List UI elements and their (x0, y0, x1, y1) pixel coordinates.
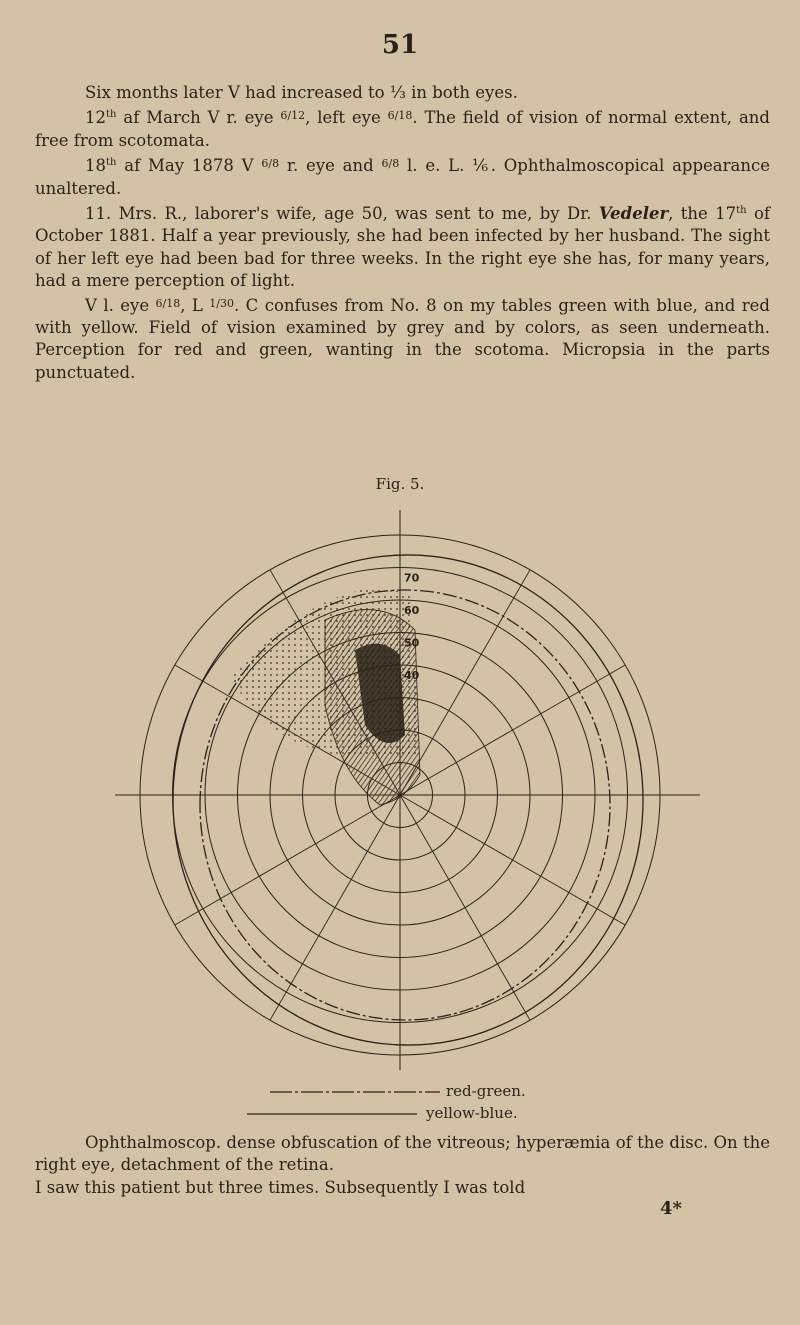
paragraph (35, 152, 770, 200)
text-run: r. eye and (279, 156, 382, 176)
text-run: af May 1878 V (116, 156, 262, 176)
text-run: 12 (85, 108, 106, 128)
body-text-continued (35, 1132, 770, 1199)
ring-label: 50 (404, 636, 420, 650)
fraction: 6/8 (381, 157, 400, 171)
figure-legend (250, 1080, 650, 1124)
fraction: 6/8 (261, 157, 280, 171)
text-run: V l. eye (85, 295, 156, 315)
text-line: Ophthalmoscop. dense obfuscation of the vitreous; hyperæmia of the disc. On the right eye, detachment of the retina. (35, 1133, 770, 1175)
paragraph (35, 200, 770, 293)
field-meridian (400, 665, 625, 795)
paragraph (35, 82, 770, 104)
fraction: 6/18 (387, 109, 413, 123)
legend-item-red-green (250, 1080, 650, 1102)
text-run: , L (180, 295, 210, 315)
page-number: 51 (381, 30, 419, 60)
visual-field-chart (100, 510, 720, 1070)
superscript: th (106, 109, 117, 121)
superscript: th (736, 205, 747, 217)
fraction: 6/18 (155, 296, 181, 310)
paragraph (35, 293, 770, 385)
body-text (35, 82, 770, 384)
text-run: , left eye (305, 108, 388, 128)
text-run: . The field of vision of normal extent, and free from scotomata. (35, 108, 770, 150)
text-run: . C confuses from No. 8 on my tables green with blue, and red with yellow. Field of vision examined by grey and by colors, as seen underneath. Perception for red and green, wanting in the scotoma. Micropsia in the parts punctuated. (35, 295, 770, 382)
text-line: Six months later V had increased to ⅓ in both eyes. (85, 83, 518, 102)
paragraph (35, 1132, 770, 1177)
signature-mark: 4* (660, 1198, 682, 1219)
superscript: th (106, 157, 117, 169)
legend-item-yellow-blue (250, 1102, 650, 1124)
legend-label: yellow-blue. (426, 1104, 518, 1122)
field-meridian (400, 795, 625, 925)
solid-line (247, 1112, 417, 1116)
perimetry-diagram (100, 510, 720, 1070)
fraction: 1/30 (209, 296, 234, 310)
dash-dot-line (270, 1090, 440, 1094)
fraction: 6/12 (280, 109, 306, 123)
legend-label: red-green. (446, 1082, 526, 1100)
text-run: 11. Mrs. R., laborer's wife, age 50, was sent to me, by Dr. (85, 204, 599, 224)
figure-caption: Fig. 5. (375, 475, 425, 493)
scotoma (230, 589, 420, 805)
text-run: of October 1881. Half a year previously, she had been infected by her husband. The sight of her left eye had been bad for three weeks. In the right eye she has, for many years, had a mere perception of light. (35, 204, 770, 291)
field-meridian (400, 795, 530, 1020)
text-run: 18 (85, 156, 106, 176)
text-run: , the 17 (668, 204, 737, 224)
person-name: Vedeler (598, 204, 669, 224)
text-line: I saw this patient but three times. Subsequently I was told (35, 1177, 526, 1197)
field-meridian (270, 795, 400, 1020)
text-run: af March V r. eye (116, 108, 281, 128)
ring-label: 40 (404, 669, 420, 682)
text-run: l. e. L. ⅙. Ophthalmoscopical appearance unaltered. (35, 156, 770, 198)
ring-label: 70 (404, 571, 420, 585)
field-meridian (175, 795, 400, 925)
ring-label: 60 (404, 604, 420, 617)
paragraph (35, 104, 770, 152)
paragraph (35, 1177, 770, 1199)
